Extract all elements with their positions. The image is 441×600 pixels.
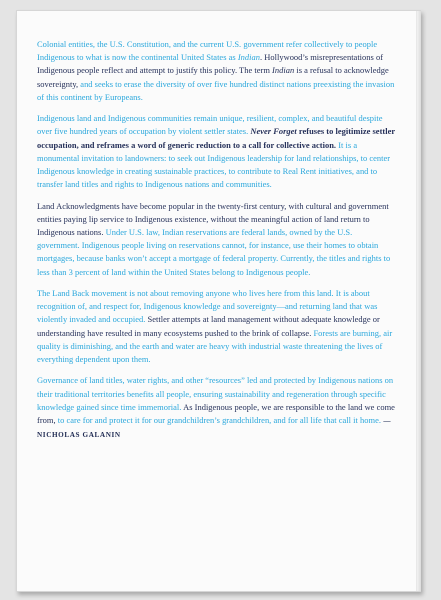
p4-text-a: The Land Back movement is not about removing anyone who lives here from this land. It is about recognition of, and respect for, Indigenous knowledge and sovereignty—and returning land that was violently invaded and occupied. bbox=[37, 288, 378, 325]
p1-text-d: Indian bbox=[272, 65, 295, 76]
paragraph-5 bbox=[37, 374, 395, 442]
signature: —NICHOLAS GALANIN bbox=[37, 417, 392, 440]
p2-text-d: It is a monumental invitation to landowners: to seek out Indigenous leadership for land relationships, to center Indigenous knowledge in creating sustainable practices, to contribute to Real Rent initiatives, and to transfer land titles and rights to Indigenous nations and communities. bbox=[37, 139, 391, 190]
panel-side-edge bbox=[416, 11, 421, 591]
paragraph-2 bbox=[37, 112, 395, 191]
p2-text-c: refuses to legitimize settler occupation, and reframes a word of generic reduction to a call for collective action. bbox=[37, 126, 395, 150]
statement-text bbox=[37, 38, 395, 451]
paragraph-3 bbox=[37, 200, 395, 279]
p3-text-b: Under U.S. law, Indian reservations are federal lands, owned by the U.S. government. Indigenous people living on reservations cannot, for instance, use their homes to obtain mortgages, because banks won’t accept a mortgage of federal property. Currently, the titles and rights to less than 3 percent of land within the United States belong to Indigenous people. bbox=[37, 227, 391, 277]
p1-text-b: Indian bbox=[237, 52, 260, 63]
p1-text-c: . Hollywood’s misrepresentations of Indigenous people reflect and attempt to justify this policy. The term bbox=[37, 52, 384, 76]
p3-text-a: Land Acknowledgments have become popular in the twenty-first century, with cultural and government entities paying lip service to Indigenous existence, without the meaningful action of land return to Indigenous nations. bbox=[37, 200, 389, 238]
p2-text-a: Indigenous land and Indigenous communities remain unique, resilient, complex, and beautiful despite over five hundred years of occupation by violent settler states. bbox=[37, 113, 383, 137]
p4-text-c: Forests are burning, air quality is diminishing, and the earth and water are heavy with industrial waste threatening the lives of everything dependent upon them. bbox=[37, 327, 393, 365]
p5-text-b: As Indigenous people, we are responsible to the land we come from, bbox=[37, 401, 395, 426]
p4-text-b: Settler attempts at land management without adequate knowledge or understanding have resulted in many ecosystems pushed to the brink of collapse. bbox=[37, 314, 380, 338]
p2-text-b: Never Forget bbox=[248, 126, 297, 137]
p5-text-a: Governance of land titles, water rights, and other “resources” led and protected by Indigenous nations on their traditional territories benefits all people, ensuring sustainability and regeneration through specific knowledge gained since time immemorial. bbox=[37, 375, 394, 412]
p1-text-f: and seeks to erase the diversity of over five hundred distinct nations preexisting the invasion of this continent by Europeans. bbox=[37, 78, 395, 102]
p1-text-a: Colonial entities, the U.S. Constitution, and the current U.S. government refer collectively to people Indigenous to what is now the continental United States as bbox=[37, 39, 378, 63]
p5-text-c: to care for and protect it for our grandchildren’s grandchildren, and for all life that call it home. bbox=[55, 415, 381, 426]
paragraph-1 bbox=[37, 38, 395, 104]
text-panel bbox=[16, 10, 421, 592]
p1-text-e: is a refusal to acknowledge sovereignty, bbox=[37, 65, 389, 89]
paragraph-4 bbox=[37, 287, 395, 366]
